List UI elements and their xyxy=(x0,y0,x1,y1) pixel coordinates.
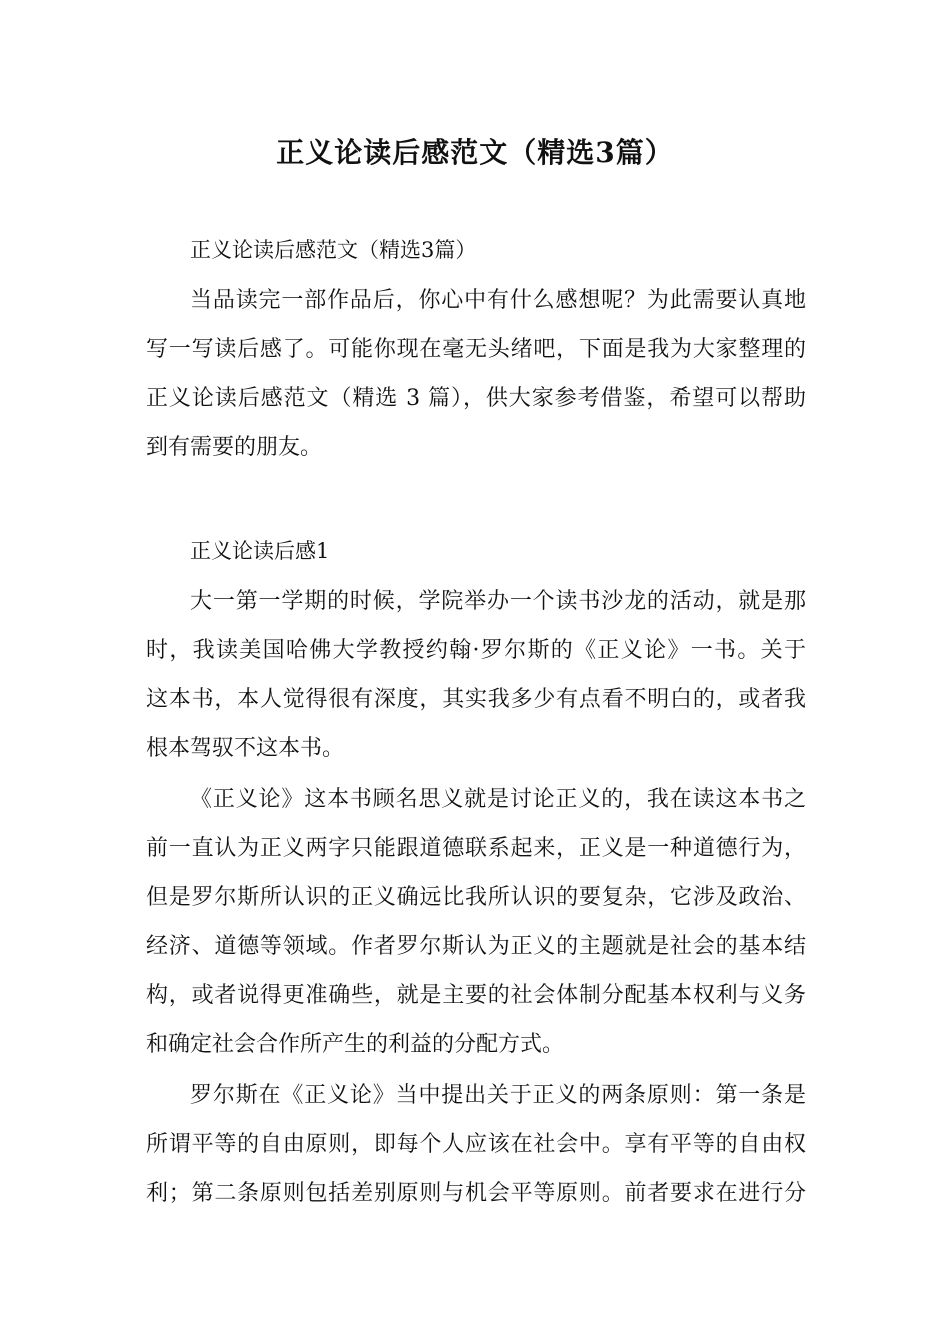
document-title: 正义论读后感范文（精选3篇） xyxy=(276,136,674,169)
text-line: 正义论读后感范文（精选 3 篇），供大家参考借鉴，希望可以帮助 xyxy=(146,386,806,411)
section1-heading: 正义论读后感1 xyxy=(190,539,330,563)
text-line: 但是罗尔斯所认识的正义确远比我所认识的要复杂，它涉及政治、 xyxy=(146,885,806,910)
text-line: 大一第一学期的时候，学院举办一个读书沙龙的活动，就是那 xyxy=(190,589,806,614)
text-line: 构，或者说得更准确些，就是主要的社会体制分配基本权利与义务 xyxy=(146,983,806,1008)
text-line: 这本书，本人觉得很有深度，其实我多少有点看不明白的，或者我 xyxy=(146,687,806,712)
text-line: 到有需要的朋友。 xyxy=(146,435,323,460)
section1-paragraph-2 xyxy=(146,775,806,1069)
text-line: 前一直认为正义两字只能跟道德联系起来，正义是一种道德行为， xyxy=(146,836,806,861)
text-line: 所谓平等的自由原则，即每个人应该在社会中。享有平等的自由权 xyxy=(146,1132,806,1157)
section1-paragraph-1 xyxy=(146,577,806,773)
section1-paragraph-3 xyxy=(146,1071,806,1218)
intro-paragraph xyxy=(146,276,806,472)
text-line: 当品读完一部作品后，你心中有什么感想呢？为此需要认真地 xyxy=(190,288,806,313)
text-line: 利；第二条原则包括差别原则与机会平等原则。前者要求在进行分 xyxy=(146,1181,806,1206)
text-line: 根本驾驭不这本书。 xyxy=(146,736,345,761)
intro-heading: 正义论读后感范文（精选3篇） xyxy=(190,238,477,262)
text-line: 经济、道德等领域。作者罗尔斯认为正义的主题就是社会的基本结 xyxy=(146,934,806,959)
text-line: 时，我读美国哈佛大学教授约翰·罗尔斯的《正义论》一书。关于 xyxy=(146,638,806,663)
text-line: 写一写读后感了。可能你现在毫无头绪吧，下面是我为大家整理的 xyxy=(146,337,806,362)
text-line: 《正义论》这本书顾名思义就是讨论正义的，我在读这本书之 xyxy=(190,787,806,812)
text-line: 和确定社会合作所产生的利益的分配方式。 xyxy=(146,1032,565,1057)
text-line: 罗尔斯在《正义论》当中提出关于正义的两条原则：第一条是 xyxy=(190,1083,806,1108)
